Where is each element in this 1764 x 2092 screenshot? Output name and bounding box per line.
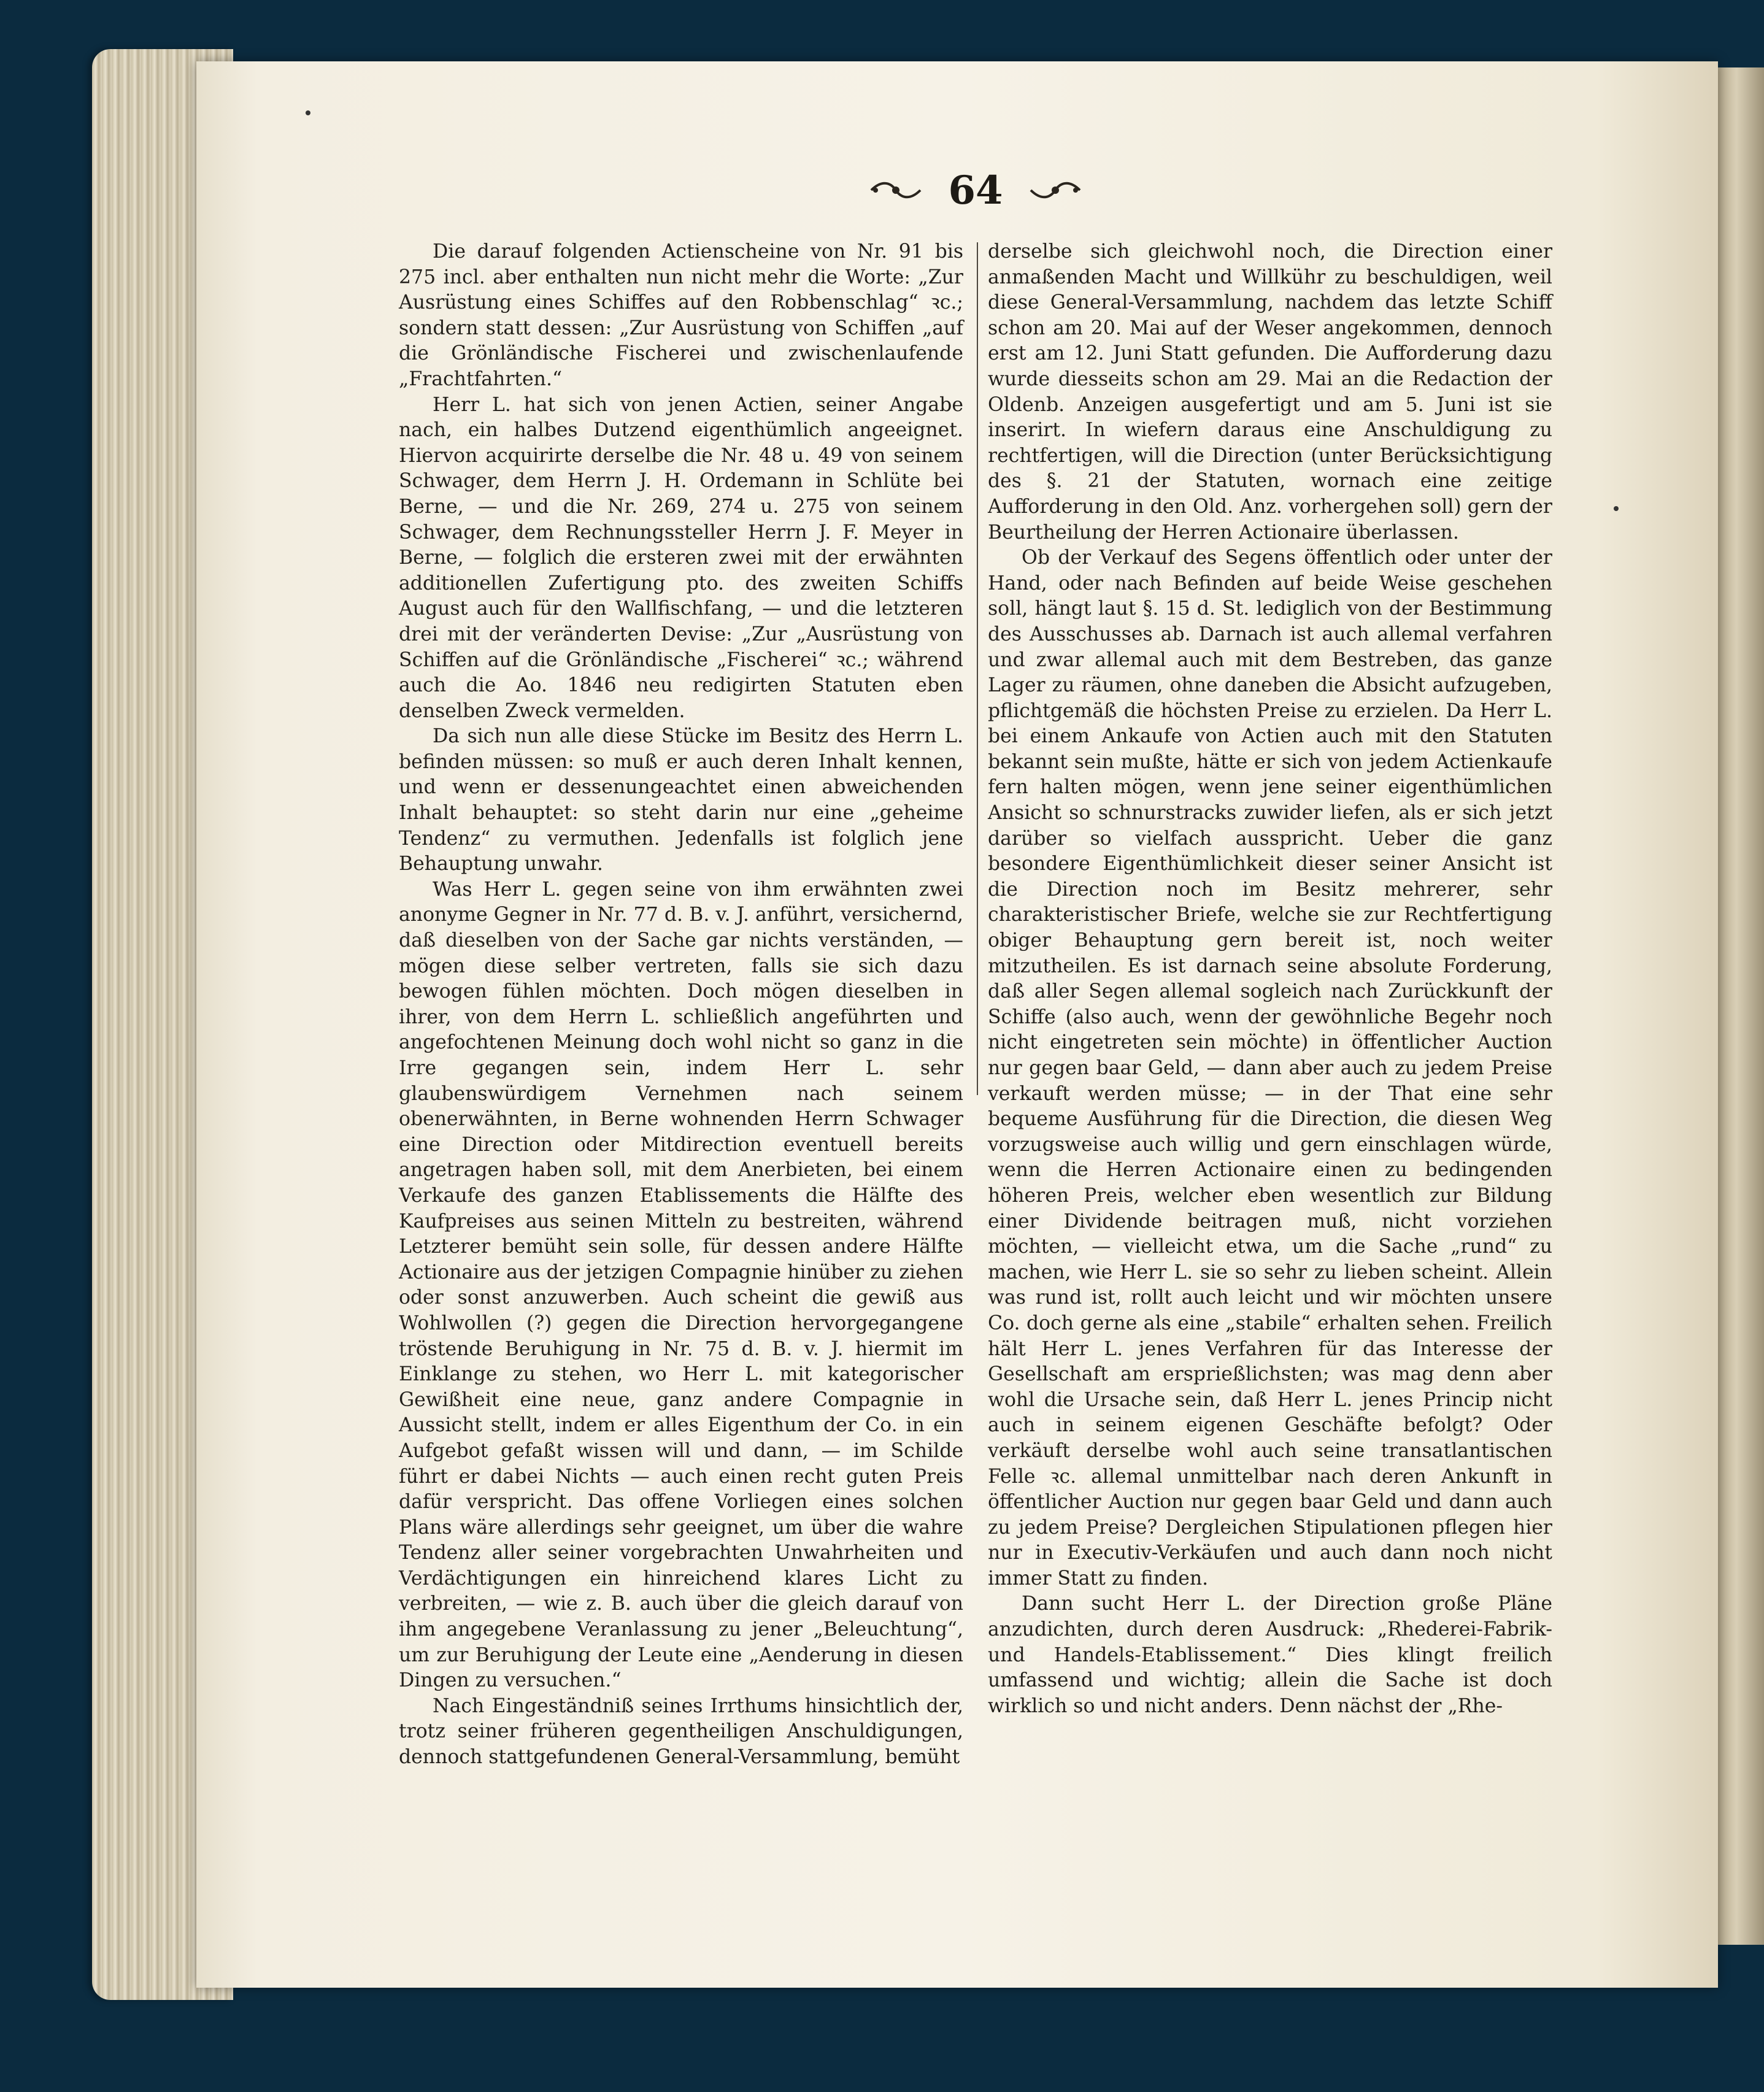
paragraph: Herr L. hat sich von jenen Actien, seiner Angabe nach, ein halbes Dutzend eigenthümlich angeeignet. Hiervon acquirirte derselbe die Nr. 48 u. 49 von seinem Schwager, dem Herrn J. H. Ordemann in Schlüte bei Berne, — und die Nr. 269, 274 u. 275 von seinem Schwager, dem Rechnungssteller Herrn J. F. Meyer in Berne, — folglich die ersteren zwei mit der erwähnten additionellen Zufertigung pto. des zweiten Schiffs August auch für den Wallfischfang, — und die letzteren drei mit der veränderten Devise: „Zur „Ausrüstung von Schiffen auf die Grönländische „Fischerei“ ꝛc.; während auch die Ao. 1846 neu redigirten Statuten eben denselben Zweck vermelden. xyxy=(399,393,963,722)
page-number: 64 xyxy=(948,167,1003,213)
right-ornament-icon xyxy=(1028,178,1083,202)
paragraph: Die darauf folgenden Actienscheine von Nr. 91 bis 275 incl. aber enthalten nun nicht mehr die Worte: „Zur Ausrüstung eines Schiffes auf den Robbenschlag“ ꝛc.; sondern statt dessen: „Zur Ausrüstung von Schiffen „auf die Grönländische Fischerei und zwischenlaufende „Frachtfahrten.“ xyxy=(399,240,963,390)
column-divider xyxy=(977,242,978,1095)
page-header xyxy=(822,163,1129,218)
left-ornament-icon xyxy=(868,178,923,202)
ink-mark xyxy=(306,110,310,115)
paragraph: Was Herr L. gegen seine von ihm erwähnten zwei anonyme Gegner in Nr. 77 d. B. v. J. anführt, versichernd, daß dieselben von der Sache gar nichts verständen, — mögen diese selber vertreten, falls sie sich dazu bewogen fühlen möchten. Doch mögen dieselben in ihrer, von dem Herrn L. schließlich angeführten und angefochtenen Meinung doch wohl nicht so ganz in die Irre gegangen sein, indem Herr L. sehr glaubenswürdigem Vernehmen nach seinem obenerwähnten, in Berne wohnenden Herrn Schwager eine Direction oder Mitdirection eventuell bereits angetragen haben soll, mit dem Anerbieten, bei einem Verkaufe des ganzen Etablissements die Hälfte des Kaufpreises aus seinen Mitteln zu bestreiten, während Letzterer bemüht sein solle, für dessen andere Hälfte Actionaire aus der jetzigen Compagnie hinüber zu ziehen oder sonst anzuwerben. Auch scheint die gewiß aus Wohlwollen (?) gegen die Direction hervorgegangene tröstende Beruhigung in Nr. 75 d. B. v. J. hiermit im Einklange zu stehen, wo Herr L. mit kategorischer Gewißheit eine neue, ganz andere Compagnie in Aussicht stellt, indem er alles Eigenthum der Co. in ein Aufgebot gefaßt wissen will und dann, — im Schilde führt er dabei Nichts — auch einen recht guten Preis dafür verspricht. Das offene Vorliegen eines solchen Plans wäre allerdings sehr geeignet, um über die wahre Tendenz aller seiner vorgebrachten Unwahrheiten und Verdächtigungen ein hinreichend klares Licht zu verbreiten, — wie z. B. auch über die gleich darauf von ihm angegebene Veranlassung zu jener „Beleuchtung“, um zur Beruhigung der Leute eine „Aenderung in diesen Dingen zu versuchen.“ xyxy=(399,878,963,1692)
paragraph: Dann sucht Herr L. der Direction große Pläne anzudichten, durch deren Ausdruck: „Rhederei-Fabrik- und Handels-Etablissement.“ Dies klingt freilich umfassend und wichtig; allein die Sache ist doch wirklich so und nicht anders. Denn nächst der „Rhe- xyxy=(988,1593,1552,1717)
right-text-column xyxy=(988,239,1552,1719)
paragraph: Nach Eingeständniß seines Irrthums hinsichtlich der, trotz seiner früheren gegentheiligen Anschuldigungen, dennoch stattgefundenen General-Versammlung, bemüht xyxy=(399,1694,963,1769)
ink-mark xyxy=(1614,506,1619,511)
paragraph: Ob der Verkauf des Segens öffentlich oder unter der Hand, oder nach Befinden auf beide Weise geschehen soll, hängt laut §. 15 d. St. lediglich von der Bestimmung des Ausschusses ab. Darnach ist auch allemal verfahren und zwar allemal auch mit dem Bestreben, das ganze Lager zu räumen, ohne daneben die Absicht aufzugeben, pflichtgemäß die höchsten Preise zu erzielen. Da Herr L. bei einem Ankaufe von Actien auch mit den Statuten bekannt sein mußte, hätte er sich von jedem Actienkaufe fern halten mögen, wenn jene seiner eigenthümlichen Ansicht so schnurstracks zuwider liefen, als er sich jetzt darüber so vielfach ausspricht. Ueber die ganz besondere Eigenthümlichkeit dieser seiner Ansicht ist die Direction noch im Besitz mehrerer, sehr charakteristischer Briefe, welche sie zur Rechtfertigung obiger Behauptung gern bereit ist, noch weiter mitzutheilen. Es ist darnach seine absolute Forderung, daß aller Segen allemal sogleich nach Zurückkunft der Schiffe (also auch, wenn der gewöhnliche Begehr noch nicht eingetreten sein möchte) in öffentlicher Auction nur gegen baar Geld, — dann aber auch zu jedem Preise verkauft werden müsse; — in der That eine sehr bequeme Ausführung für die Direction, die diesen Weg vorzugsweise auch willig und gern einschlagen würde, wenn die Herren Actionaire einen zu bedingenden höheren Preis, welcher eben wesentlich zur Bildung einer Dividende beitragen muß, nicht vorziehen möchten, — vielleicht etwa, um die Sache „rund“ zu machen, wie Herr L. sie so sehr zu lieben scheint. Allein was rund ist, rollt auch leicht und wir möchten unsere Co. doch gerne als eine „stabile“ erhalten sehen. Freilich hält Herr L. jenes Verfahren für das Interesse der Gesellschaft am ersprießlichsten; was mag denn aber wohl die Ursache sein, daß Herr L. jenes Princip nicht auch in seinem eigenen Geschäfte befolgt? Oder verkäuft derselbe wohl auch seine transatlantischen Felle ꝛc. allemal unmittelbar nach deren Ankunft in öffentlicher Auction nur gegen baar Geld und dann auch zu jedem Preise? Dergleichen Stipulationen pflegen hier nur in Executiv-Verkäufen und auch dann noch nicht immer Statt zu finden. xyxy=(988,547,1552,1590)
paragraph: derselbe sich gleichwohl noch, die Direction einer anmaßenden Macht und Willkühr zu beschuldigen, weil diese General-Versammlung, nachdem das letzte Schiff schon am 20. Mai auf der Weser angekommen, dennoch erst am 12. Juni Statt gefunden. Die Aufforderung dazu wurde diesseits schon am 29. Mai an die Redaction der Oldenb. Anzeigen ausgefertigt und am 5. Juni ist sie inserirt. In wiefern daraus eine Anschuldigung zu rechtfertigen, will die Direction (unter Berücksichtigung des §. 21 der Statuten, wornach eine zeitige Aufforderung in den Old. Anz. vorhergehen soll) gern der Beurtheilung der Herren Actionaire überlassen. xyxy=(988,240,1552,544)
paragraph: Da sich nun alle diese Stücke im Besitz des Herrn L. befinden müssen: so muß er auch deren Inhalt kennen, und wenn er dessenungeachtet einen abweichenden Inhalt behauptet: so steht darin nur eine „geheime Tendenz“ zu vermuthen. Jedenfalls ist folglich jene Behauptung unwahr. xyxy=(399,725,963,875)
facing-page-edge xyxy=(1718,67,1764,1945)
left-text-column xyxy=(399,239,963,1771)
